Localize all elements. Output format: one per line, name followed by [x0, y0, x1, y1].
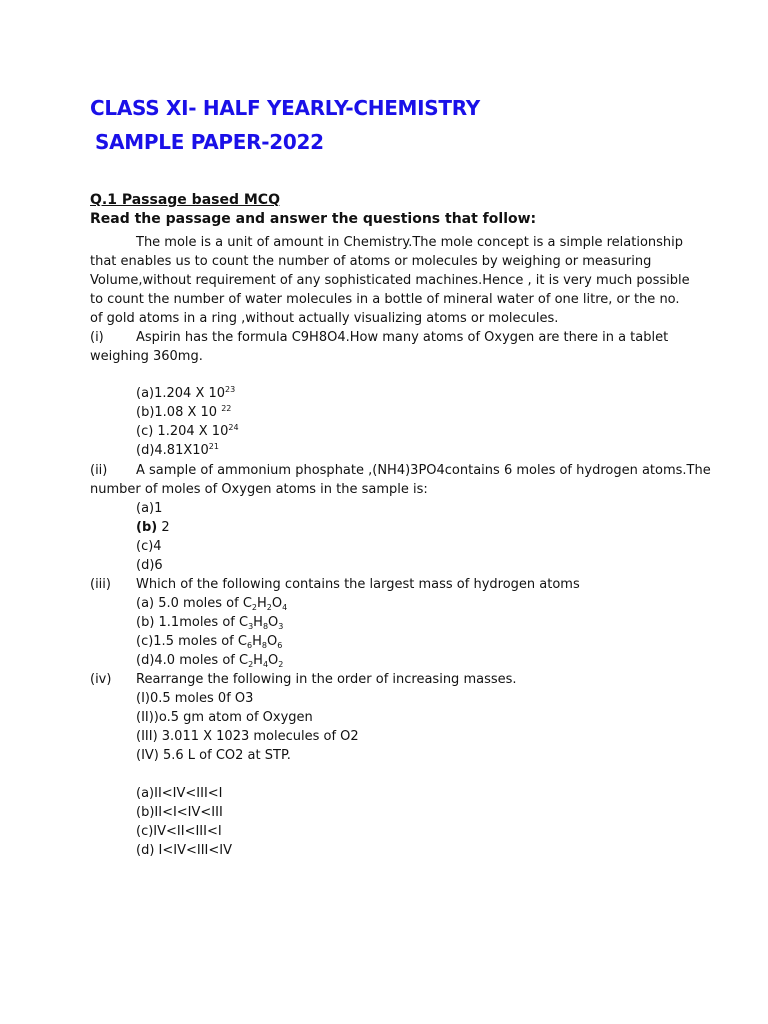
document-title: CLASS XI- HALF YEARLY-CHEMISTRY [90, 96, 480, 120]
option-c: (c)1.5 moles of $C_6H_8O_6$ [136, 634, 283, 650]
document-subtitle: SAMPLE PAPER-2022 [95, 130, 324, 154]
question-number: (iv) [90, 672, 112, 687]
option-b: (b)1.08 X 10 $^{22}$ [136, 404, 232, 420]
question-number: (iii) [90, 577, 111, 592]
passage-line: Volume,without requirement of any sophisticated machines.Hence , it is very much possible [90, 273, 690, 288]
option-d: (d) I<IV<III<IV [136, 843, 232, 858]
option-b: (b) 2 [136, 520, 170, 535]
option-d: (d)4.0 moles of $C_2H_4O_2$ [136, 653, 284, 669]
option-a: (a)1.204 X $10^{23}$ [136, 385, 236, 401]
question-text: weighing 360mg. [90, 349, 203, 364]
option-b: (b) 1.1moles of $C_3H_8O_3$ [136, 615, 284, 631]
list-item: (III) 3.011 X 1023 molecules of O2 [136, 729, 359, 744]
option-a: (a)II<IV<III<I [136, 786, 223, 801]
passage-line: of gold atoms in a ring ,without actually visualizing atoms or molecules. [90, 311, 559, 326]
option-a: (a) 5.0 moles of $C_2H_2O_4$ [136, 596, 288, 612]
list-item: (II))o.5 gm atom of Oxygen [136, 710, 313, 725]
list-item: (I)0.5 moles 0f O3 [136, 691, 254, 706]
passage-line: that enables us to count the number of atoms or molecules by weighing or measuring [90, 254, 652, 269]
option-c: (c) 1.204 X $10^{24}$ [136, 423, 239, 439]
option-a: (a)1 [136, 501, 163, 516]
option-c: (c)IV<II<III<I [136, 824, 222, 839]
question-text: Rearrange the following in the order of increasing masses. [136, 672, 517, 687]
instruction-text: Read the passage and answer the questions that follow: [90, 211, 537, 227]
option-c: (c)4 [136, 539, 162, 554]
list-item: (IV) 5.6 L of CO2 at STP. [136, 748, 291, 763]
question-text: Which of the following contains the largest mass of hydrogen atoms [136, 577, 580, 592]
option-d: $(d)4.81X10^{21}$ [136, 442, 219, 458]
option-d: (d)6 [136, 558, 163, 573]
question-text: A sample of ammonium phosphate ,(NH4)3PO4contains 6 moles of hydrogen atoms.The [136, 463, 711, 478]
question-text: Aspirin has the formula C9H8O4.How many atoms of Oxygen are there in a tablet [136, 330, 669, 345]
question-number: (ii) [90, 463, 108, 478]
passage-line: The mole is a unit of amount in Chemistry.The mole concept is a simple relationship [136, 235, 684, 250]
passage-line: to count the number of water molecules in a bottle of mineral water of one litre, or the no. [90, 292, 680, 307]
question-number: (i) [90, 330, 104, 345]
option-b: (b)II<I<IV<III [136, 805, 223, 820]
question-text: number of moles of Oxygen atoms in the sample is: [90, 482, 428, 497]
question-heading: Q.1 Passage based MCQ [90, 192, 280, 208]
